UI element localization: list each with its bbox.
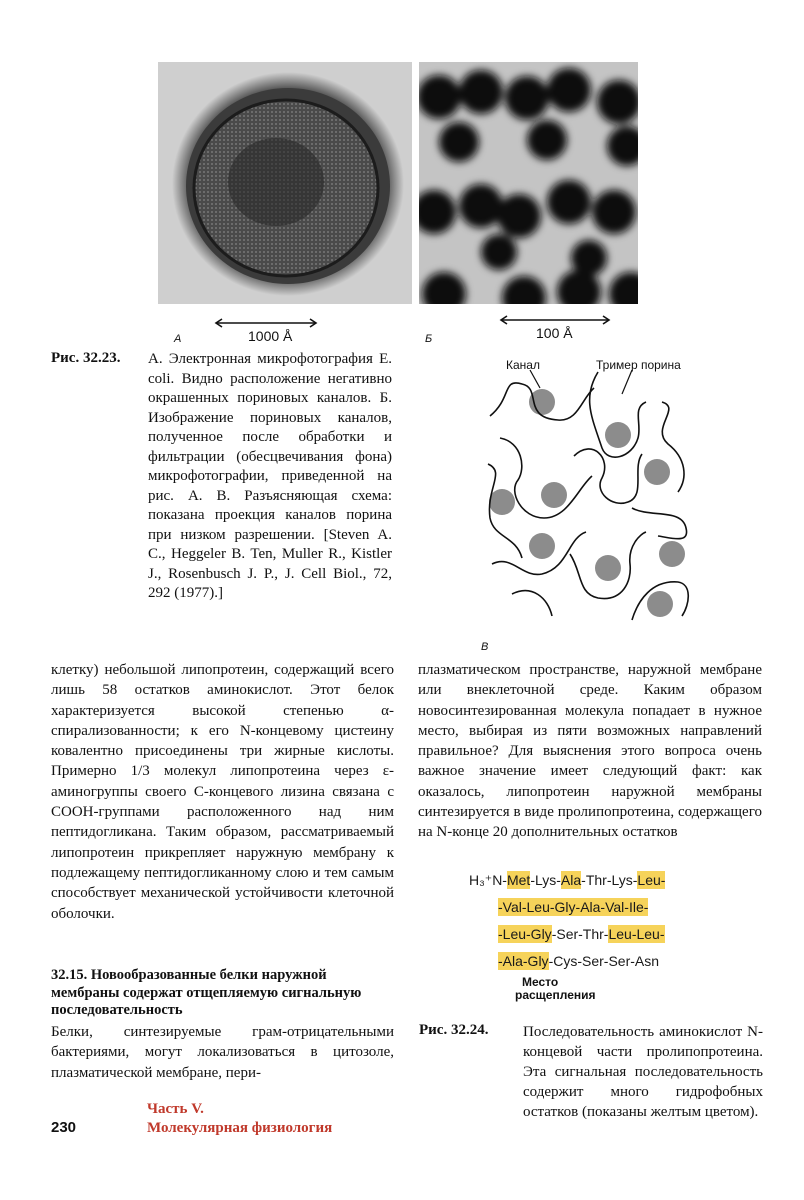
channel-circle xyxy=(595,555,621,581)
scale-arrow-a xyxy=(214,318,318,328)
right-column-text xyxy=(418,660,762,843)
channel-circle xyxy=(541,482,567,508)
micrograph-a xyxy=(158,62,412,304)
channel-circle xyxy=(605,422,631,448)
figure-24-caption-text: Последовательность аминокислот N-концевой части пролипопротеина. Эта сигнальная последовательность содержит много гидрофобных остатков (показаны желтым цветом). xyxy=(523,1024,763,1120)
scale-label-a: 1000 Å xyxy=(248,328,293,344)
n-terminus: H₃⁺N- xyxy=(469,872,507,888)
sequence-line-3: -Leu-Gly-Ser-Thr-Leu-Leu- xyxy=(498,926,665,942)
panel-letter-a: А xyxy=(174,333,182,345)
label-porin-trimer: Тример порина xyxy=(596,358,681,372)
channel-circle xyxy=(529,389,555,415)
left-column-text-2 xyxy=(51,1022,394,1083)
left-column-text xyxy=(51,660,394,924)
sequence-line-2: -Val-Leu-Gly-Ala-Val-Ile- xyxy=(498,899,649,915)
page-number: 230 xyxy=(51,1119,77,1136)
label-channel: Канал xyxy=(506,358,540,372)
figure-23-caption xyxy=(148,350,392,604)
right-paragraph-1: плазматическом пространстве, наружной мембране или внеклеточной среде. Каким образом новосинтезированная молекула попадает в нужное место, выбирая из пяти возможных направлений правильное? Для выяснения этого вопроса очень важное значение имеет следующий факт: как оказалось, липопротеин наружной мембраны синтезируется в виде пролипопротеина, содержащего на N-конце 20 дополнительных остатков xyxy=(418,662,762,841)
scale-arrow-b xyxy=(499,315,611,325)
porin-schematic xyxy=(482,368,694,626)
footer-part-title: Молекулярная физиология xyxy=(147,1120,333,1136)
channel-circle xyxy=(489,489,515,515)
panel-letter-b: Б xyxy=(425,333,433,345)
channel-circle xyxy=(659,541,685,567)
cleavage-label-2: расщепления xyxy=(515,988,596,1002)
figure-24-caption xyxy=(523,1022,763,1122)
section-heading: 32.15. Новообразованные белки наружной мембраны содержат отщепляемую сигнальную последовательность xyxy=(51,967,362,1018)
panel-letter-c: В xyxy=(481,641,489,653)
micrograph-b xyxy=(419,62,638,304)
channel-circle xyxy=(647,591,673,617)
channel-circle xyxy=(529,533,555,559)
sequence-line-1: H₃⁺N-Met-Lys-Ala-Thr-Lys-Leu- xyxy=(469,872,666,888)
left-paragraph-2: Белки, синтезируемые грам-отрицательными бактериями, могут локализоваться в цитозоле, плазматической мембране, пери- xyxy=(51,1024,394,1081)
figure-24-label: Рис. 32.24. xyxy=(419,1022,489,1038)
cleavage-label-1: Место xyxy=(522,975,559,989)
scale-label-b: 100 Å xyxy=(536,325,573,341)
sequence-line-4: -Ala-Gly-Cys-Ser-Ser-Asn xyxy=(498,953,660,969)
left-paragraph-1: клетку) небольшой липопротеин, содержащий всего лишь 58 остатков аминокислот. Этот белок характеризуется высокой степенью α-спирализованности; к его N-концевому цистеину ковалентно присоединены три жирные кислоты. Примерно 1/3 молекул липопротеина через ε-аминогруппы своего С-концевого лизина связана с СООН-группами расположенного над ним пептидогликана. Таким образом, рассматриваемый липопротеин прикрепляет наружную мембрану к подлежащему пептидогликанному слою и тем самым способствует механической устойчивости клеточной оболочки. xyxy=(51,662,394,922)
footer-part: Часть V. xyxy=(147,1101,204,1117)
figure-23-label: Рис. 32.23. xyxy=(51,350,121,366)
channel-circle xyxy=(644,459,670,485)
figure-23-caption-text: А. Электронная микрофотография E. coli. Видно расположение негативно окрашенных пориновых каналов. Б. Изображение пориновых каналов, полученное после обработки и фильтрации (обесцвечивания фона) микрофотографии, приведенной на рис. А. В. Разъясняющая схема: показана проекция каналов порина при низком разрешении. [Steven A. C., Heggeler B. Ten, Muller R., Kistler J., Rosenbusch J. P., J. Cell Biol., 72, 292 (1977).] xyxy=(148,351,392,601)
